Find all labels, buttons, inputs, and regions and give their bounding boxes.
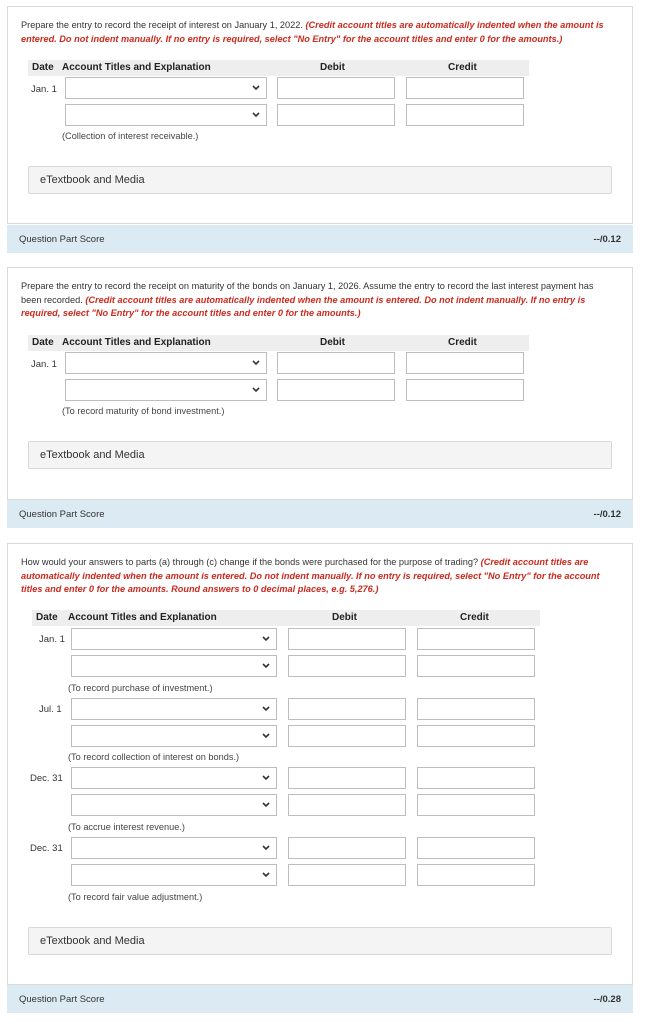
header-account: Account Titles and Explanation [68,612,217,623]
account-select[interactable] [65,77,267,99]
chevron-down-icon [261,702,271,716]
debit-input[interactable] [288,794,406,816]
question-part-score-3 [7,985,633,1013]
etextbook-button[interactable]: eTextbook and Media [28,927,612,955]
chevron-down-icon [251,81,261,95]
chevron-down-icon [261,868,271,882]
debit-input[interactable] [288,837,406,859]
entry-memo: (To record fair value adjustment.) [68,892,203,902]
score-value: --/0.12 [593,509,621,520]
entry-memo: (To record collection of interest on bonds.) [68,752,240,762]
chevron-down-icon [261,798,271,812]
credit-input[interactable] [417,794,535,816]
entry-date: Jan. 1 [39,634,65,645]
question-part-score-2 [7,500,633,528]
entry-date: Dec. 31 [30,773,63,784]
entry-memo: (To record maturity of bond investment.) [62,406,225,416]
header-credit: Credit [448,62,477,73]
chevron-down-icon [261,729,271,743]
etextbook-button[interactable]: eTextbook and Media [28,166,612,194]
debit-input[interactable] [288,767,406,789]
entry-date: Jan. 1 [31,359,57,370]
entry-table-header-1 [28,60,529,76]
etextbook-button[interactable]: eTextbook and Media [28,441,612,469]
debit-input[interactable] [277,352,395,374]
account-select[interactable] [71,698,277,720]
score-label: Question Part Score [19,234,105,245]
account-select[interactable] [65,352,267,374]
chevron-down-icon [261,659,271,673]
entry-date: Dec. 31 [30,843,63,854]
entry-table-header-3 [32,610,540,626]
chevron-down-icon [261,632,271,646]
credit-input[interactable] [406,352,524,374]
chevron-down-icon [251,383,261,397]
header-debit: Debit [320,337,345,348]
credit-input[interactable] [417,725,535,747]
header-date: Date [36,612,58,623]
debit-input[interactable] [288,864,406,886]
debit-input[interactable] [277,77,395,99]
entry-memo: (To accrue interest revenue.) [68,822,185,832]
credit-input[interactable] [417,628,535,650]
header-debit: Debit [320,62,345,73]
debit-input[interactable] [288,655,406,677]
chevron-down-icon [251,356,261,370]
account-select[interactable] [71,725,277,747]
header-date: Date [32,62,54,73]
header-date: Date [32,337,54,348]
credit-input[interactable] [417,655,535,677]
entry-table-header-2 [28,335,529,351]
header-credit: Credit [448,337,477,348]
score-value: --/0.28 [593,994,621,1005]
header-account: Account Titles and Explanation [62,62,211,73]
chevron-down-icon [251,108,261,122]
entry-date: Jan. 1 [31,84,57,95]
credit-input[interactable] [406,77,524,99]
credit-input[interactable] [417,767,535,789]
credit-input[interactable] [406,379,524,401]
credit-input[interactable] [417,837,535,859]
header-debit: Debit [332,612,357,623]
debit-input[interactable] [288,698,406,720]
account-select[interactable] [65,379,267,401]
debit-input[interactable] [277,104,395,126]
account-select[interactable] [71,864,277,886]
credit-input[interactable] [406,104,524,126]
header-credit: Credit [460,612,489,623]
account-select[interactable] [71,837,277,859]
chevron-down-icon [261,841,271,855]
chevron-down-icon [261,771,271,785]
account-select[interactable] [71,628,277,650]
debit-input[interactable] [277,379,395,401]
entry-memo: (Collection of interest receivable.) [62,131,199,141]
score-label: Question Part Score [19,509,105,520]
score-value: --/0.12 [593,234,621,245]
question-part-score-1 [7,225,633,253]
credit-input[interactable] [417,864,535,886]
header-account: Account Titles and Explanation [62,337,211,348]
debit-input[interactable] [288,725,406,747]
account-select[interactable] [71,767,277,789]
question-prompt-2: Prepare the entry to record the receipt on maturity of the bonds on January 1, 2026. Assume the entry to record the last interest payment has been recorded. (Credit account titles are automatically indented when the amount is entered. Do not indent manually. If no entry is required, select "No Entry" for the account titles and enter 0 for the amounts.) [21,281,594,318]
account-select[interactable] [71,794,277,816]
question-prompt-1: Prepare the entry to record the receipt of interest on January 1, 2022. (Credit account titles are automatically indented when the amount is entered. Do not indent manually. If no entry is required, select "No Entry" for the account titles and enter 0 for the amounts.) [21,20,604,44]
account-select[interactable] [71,655,277,677]
credit-input[interactable] [417,698,535,720]
score-label: Question Part Score [19,994,105,1005]
question-prompt-3: How would your answers to parts (a) through (c) change if the bonds were purchased for the purpose of trading? (Credit account titles are automatically indented when the amount is entered. Do not indent manually. If no entry is required, select "No Entry" for the account titles and enter 0 for the amounts. Round answers to 0 decimal places, e.g. 5,276.) [21,557,600,594]
entry-date: Jul. 1 [39,704,62,715]
account-select[interactable] [65,104,267,126]
entry-memo: (To record purchase of investment.) [68,683,213,693]
debit-input[interactable] [288,628,406,650]
